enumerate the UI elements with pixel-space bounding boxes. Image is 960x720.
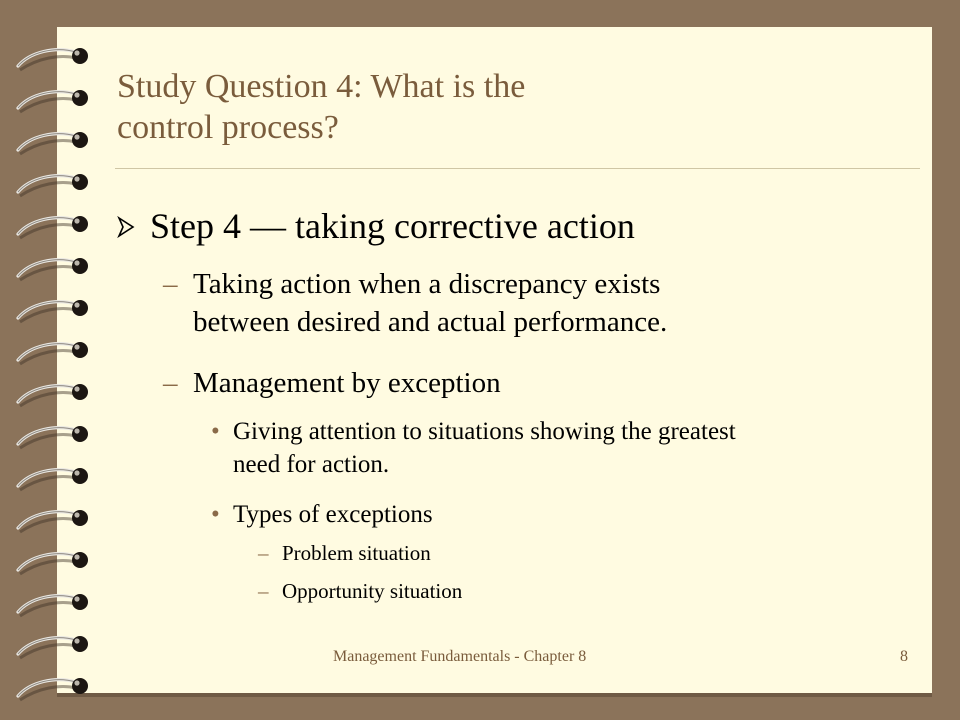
binding-ring-icon [18,300,88,322]
title-line-2: control process? [117,109,339,146]
binding-ring-icon [18,48,88,70]
binding-ring-icon [18,342,88,364]
point-line-1: Taking action when a discrepancy exists [193,268,661,300]
binding-ring-icon [18,636,88,658]
binding-ring-icon [18,510,88,532]
exception-text: Opportunity situation [282,579,463,603]
binding-ring-icon [18,132,88,154]
subpoint-line-1: Types of exceptions [233,501,433,528]
binding-ring-icon [18,174,88,196]
page-shadow [57,693,932,697]
step-text: Step 4 — taking corrective action [150,206,635,246]
exception-opportunity [258,578,462,604]
title-divider [115,168,920,169]
binding-ring-icon [18,594,88,616]
point-corrective-action [163,265,903,341]
subpoint-line-2: need for action. [233,451,390,478]
binding-ring-icon [18,678,88,700]
footer-chapter: Management Fundamentals - Chapter 8 [333,648,587,665]
point-line-1: Management by exception [193,367,501,399]
dot-bullet: • [211,418,220,445]
binding-ring-icon [18,258,88,280]
binding-ring-icon [18,216,88,238]
subpoint-types [211,498,891,531]
binding-ring-icon [18,90,88,112]
page-number: 8 [900,648,908,665]
exception-text: Problem situation [282,541,431,565]
subpoint-attention [211,415,891,481]
binding-ring-icon [18,384,88,406]
binding-ring-icon [18,552,88,574]
slide-title [117,66,525,148]
exception-problem [258,540,431,566]
dash-bullet: – [258,541,269,565]
subpoint-line-1: Giving attention to situations showing the greatest [233,418,736,445]
title-line-1: Study Question 4: What is the [117,68,526,105]
spiral-binding-icon [0,0,110,720]
dash-bullet: – [163,367,178,399]
dash-bullet: – [163,268,178,300]
binding-ring-icon [18,426,88,448]
point-management-by-exception [163,364,903,402]
binding-ring-icon [18,468,88,490]
dot-bullet: • [211,501,220,528]
dash-bullet: – [258,579,269,603]
step-heading [117,204,635,248]
point-line-2: between desired and actual performance. [193,306,668,338]
